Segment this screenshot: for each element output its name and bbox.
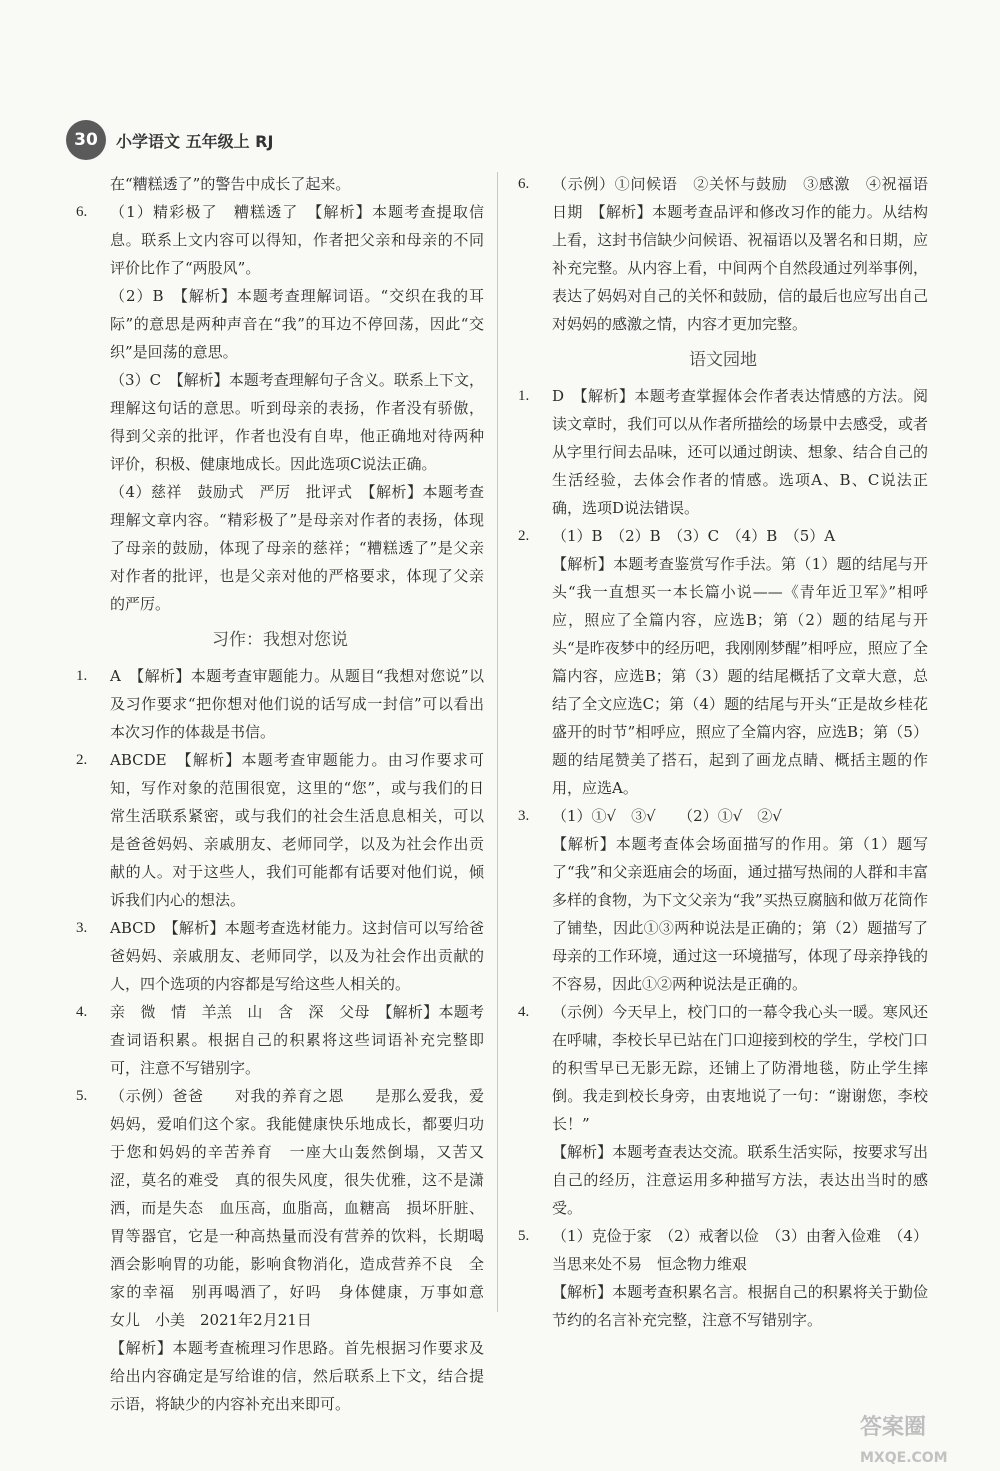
- question-number: 1.: [518, 388, 530, 404]
- answer-text: A 【解析】本题考查审题能力。从题目“我想对您说”以及习作要求“把你想对他们说的话写成一封信”可以看出本次习作的体裁是书信。: [110, 667, 484, 741]
- writing-q1: [76, 662, 484, 746]
- answer-text: （示例）爸爸 对我的养育之恩 是那么爱我，爱妈妈，爱咱们这个家。我能健康快乐地成长，都要归功于您和妈妈的辛苦养育 一座大山轰然倒塌，又苦又涩，莫名的难受 真的很失风度，很失优雅，这不是潇洒，而是失态 血压高，血脂高，血糖高 损坏肝脏、胃等器官，它是一种高热量而没有营养的饮料，长期喝酒会影响胃的功能，影响食物消化，造成营养不良 全家的幸福 别再喝酒了，好吗 身体健康，万事如意 女儿 小美 2021年2月21日: [110, 1087, 500, 1329]
- question-number: 5.: [518, 1228, 530, 1244]
- question-number: 2.: [518, 528, 530, 544]
- page-header: [66, 118, 273, 162]
- analysis-text: 【解析】本题考查体会场面描写的作用。第（1）题写了“我”和父亲逛庙会的场面，通过描写热闹的人群和丰富多样的食物，为下文父亲为“我”买热豆腐脑和做万花筒作了铺垫，因此①③两种说法是正确的；第（2）题描写了母亲的工作环境，通过这一环境描写，体现了母亲挣钱的不容易，因此①②两种说法是正确的。: [552, 835, 928, 993]
- answer-text: ABCDE 【解析】本题考查审题能力。由习作要求可知，写作对象的范围很宽，这里的“您”，或与我们的日常生活联系紧密，或与我们的社会生活息息相关，可以是爸爸妈妈、亲戚朋友、老师同学，以及为社会作出贡献的人。对于这些人，我们可能都有话要对他们说，倾诉我们内心的想法。: [110, 751, 484, 909]
- intro-continuation: 在“糟糕透了”的警告中成长了起来。: [110, 175, 351, 193]
- answer-text: 亲 微 情 羊羔 山 含 深 父母 【解析】本题考查词语积累。根据自己的积累将这些词语补充完整即可，注意不写错别字。: [110, 1003, 484, 1077]
- book-title: 小学语文 五年级上 RJ: [116, 131, 274, 151]
- analysis-text: 【解析】本题考查表达交流。联系生活实际，按要求写出自己的经历，注意运用多种描写方法，表达出当时的感受。: [552, 1143, 928, 1217]
- right-column: [518, 170, 944, 1334]
- watermark-url: MXQE.COM: [860, 1450, 948, 1466]
- answer-part-1: （1）精彩极了 糟糕透了 【解析】本题考查提取信息。联系上文内容可以得知，作者把父亲和母亲的不同评价比作了“两股风”。: [110, 203, 484, 277]
- answer-text: （示例）今天早上，校门口的一幕令我心头一暖。寒风还在呼啸，李校长早已站在门口迎接到校的学生，学校门口的积雪早已无影无踪，还铺上了防滑地毯，防止学生摔倒。我走到校长身旁，由衷地说了一句：“谢谢您，李校长！”: [552, 1003, 928, 1133]
- answer-text: （示例）①问候语 ②关怀与鼓励 ③感激 ④祝福语 日期 【解析】本题考查品评和修改习作的能力。从结构上看，这封书信缺少问候语、祝福语以及署名和日期，应补充完整。从内容上看，中间两个自然段通过列举事例，表达了妈妈对自己的关怀和鼓励，信的最后也应写出自己对妈妈的感激之情，内容才更加完整。: [552, 175, 944, 333]
- writing-q4: [76, 998, 484, 1082]
- watermark-logo: 答案圈: [860, 1415, 927, 1440]
- answer-text: ABCD 【解析】本题考查选材能力。这封信可以写给爸爸妈妈、亲戚朋友、老师同学，以及为社会作出贡献的人，四个选项的内容都是写给这些人相关的。: [110, 919, 484, 993]
- question-number: 1.: [76, 668, 88, 684]
- analysis-text: 【解析】本题考查积累名言。根据自己的积累将关于勤俭节约的名言补充完整，注意不写错别字。: [552, 1283, 928, 1329]
- garden-q4: [518, 998, 928, 1138]
- question-6: [76, 198, 484, 282]
- writing-q3: [76, 914, 484, 998]
- question-number: 4.: [76, 1004, 88, 1020]
- garden-q1: [518, 382, 928, 522]
- answer-part-3: （3）C 【解析】本题考查理解句子含义。联系上下文，理解这句话的意思。听到母亲的表扬，作者没有骄傲，得到父亲的批评，作者也没有自卑，他正确地对待两种评价，积极、健康地成长。因此选项C说法正确。: [110, 371, 484, 473]
- question-number: 6.: [518, 176, 530, 192]
- answer-text: （1）克俭于家 （2）戒奢以俭 （3）由奢入俭难 （4）当思来处不易 恒念物力维艰: [552, 1227, 928, 1273]
- question-number: 6.: [76, 204, 88, 220]
- column-divider: [497, 172, 498, 1312]
- question-number: 5.: [76, 1088, 88, 1104]
- answer-text: （1）①√ ③√ （2）①√ ②√: [552, 807, 782, 825]
- garden-q5: [518, 1222, 928, 1278]
- question-number: 3.: [76, 920, 88, 936]
- question-number: 3.: [518, 808, 530, 824]
- answer-text: D 【解析】本题考查掌握体会作者表达情感的方法。阅读文章时，我们可以从作者所描绘的场景中去感受，或者从字里行间去品味，还可以通过朗读、想象、结合自己的生活经验，去体会作者的情感。选项A、B、C说法正确，选项D说法错误。: [552, 387, 928, 517]
- section-title-writing: 习作：我想对您说: [212, 630, 348, 650]
- garden-q2: [518, 522, 928, 550]
- writing-q5: [76, 1082, 500, 1334]
- analysis-text: 【解析】本题考查鉴赏写作手法。第（1）题的结尾与开头“我一直想买一本长篇小说——《青年近卫军》”相呼应，照应了全篇内容，应选B；第（2）题的结尾与开头“是昨夜梦中的经历吧，我刚刚梦醒”相呼应，照应了全篇内容，应选B；第（3）题的结尾概括了文章大意，总结了全文应选C；第（4）题的结尾与开头“正是故乡桂花盛开的时节”相呼应，照应了全篇内容，应选B；第（5）题的结尾赞美了搭石，起到了画龙点睛、概括主题的作用，应选A。: [552, 555, 928, 797]
- question-number: 4.: [518, 1004, 530, 1020]
- page-number-badge: 30: [66, 120, 106, 160]
- question-number: 2.: [76, 752, 88, 768]
- section-title-yuwen-garden: 语文园地: [689, 350, 757, 370]
- garden-q3: [518, 802, 928, 830]
- left-column: [76, 170, 500, 1418]
- analysis-text: 【解析】本题考查梳理习作思路。首先根据习作要求及给出内容确定是写给谁的信，然后联系上下文，结合提示语，将缺少的内容补充出来即可。: [110, 1339, 484, 1413]
- answer-part-2: （2）B 【解析】本题考查理解词语。“交织在我的耳际”的意思是两种声音在“我”的耳边不停回荡，因此“交织”是回荡的意思。: [110, 287, 484, 361]
- answer-text: （1）B （2）B （3）C （4）B （5）A: [552, 527, 836, 545]
- answer-part-4: （4）慈祥 鼓励式 严厉 批评式 【解析】本题考查理解文章内容。“精彩极了”是母亲对作者的表扬，体现了母亲的鼓励，体现了母亲的慈祥；“糟糕透了”是父亲对作者的批评，也是父亲对他的严格要求，体现了父亲的严厉。: [110, 483, 484, 613]
- question-6-right: [518, 170, 944, 338]
- writing-q2: [76, 746, 484, 914]
